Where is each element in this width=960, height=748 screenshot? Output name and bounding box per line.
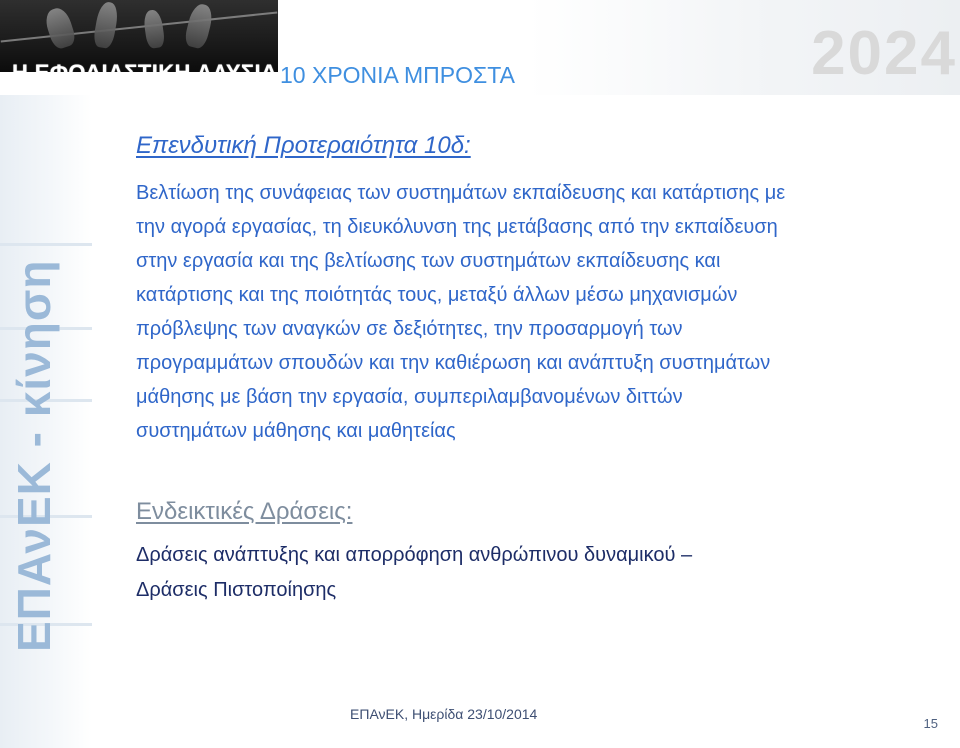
supply-chain-title: Η ΕΦΟΔΙΑΣΤΙΚΗ ΑΛΥΣΙΔΑ bbox=[12, 60, 294, 85]
description-line: πρόβλεψης των αναγκών σε δεξιότητες, την προσαρμογή των bbox=[136, 318, 683, 340]
climbing-rope-icon bbox=[1, 11, 278, 42]
priority-description bbox=[136, 176, 936, 476]
vertical-brand-text: ΕΠΑνΕΚ - κίνηση bbox=[8, 259, 60, 652]
ten-years-subtitle: 10 ΧΡΟΝΙΑ ΜΠΡΟΣΤΑ bbox=[280, 62, 515, 88]
description-line: συστημάτων μάθησης και μαθητείας bbox=[136, 420, 456, 442]
description-line: την αγορά εργασίας, τη διευκόλυνση της μετάβασης από την εκπαίδευση bbox=[136, 216, 778, 238]
climber-icon bbox=[92, 1, 120, 50]
indicative-actions-list bbox=[136, 538, 896, 608]
description-line: Βελτίωση της συνάφειας των συστημάτων εκπαίδευσης και κατάρτισης με bbox=[136, 182, 786, 204]
main-content bbox=[136, 128, 936, 628]
description-line: μάθησης με βάση την εργασία, συμπεριλαμβανομένων διττών bbox=[136, 386, 683, 408]
description-line: προγραμμάτων σπουδών και την καθιέρωση και ανάπτυξη συστημάτων bbox=[136, 352, 771, 374]
footer-event-text: ΕΠΑνΕΚ, Ημερίδα 23/10/2014 bbox=[350, 706, 538, 722]
slide-page-number: 15 bbox=[923, 716, 938, 731]
description-line: κατάρτισης και της ποιότητάς τους, μεταξύ άλλων μέσω μηχανισμών bbox=[136, 284, 738, 306]
header-banner bbox=[0, 0, 960, 95]
climber-icon bbox=[42, 5, 77, 50]
banner-stripe bbox=[0, 243, 92, 246]
action-item: Δράσεις Πιστοποίησης bbox=[136, 579, 337, 601]
climber-icon bbox=[183, 2, 215, 50]
description-line: στην εργασία και της βελτίωσης των συστημάτων εκπαίδευσης και bbox=[136, 250, 721, 272]
investment-priority-title: Επενδυτική Προτεραιότητα 10δ: bbox=[136, 132, 471, 159]
indicative-actions-title: Ενδεικτικές Δράσεις: bbox=[136, 498, 353, 525]
climber-icon bbox=[142, 9, 165, 49]
action-item: Δράσεις ανάπτυξης και απορρόφηση ανθρώπινου δυναμικού – bbox=[136, 544, 693, 566]
year-badge: 2024 bbox=[811, 19, 957, 88]
